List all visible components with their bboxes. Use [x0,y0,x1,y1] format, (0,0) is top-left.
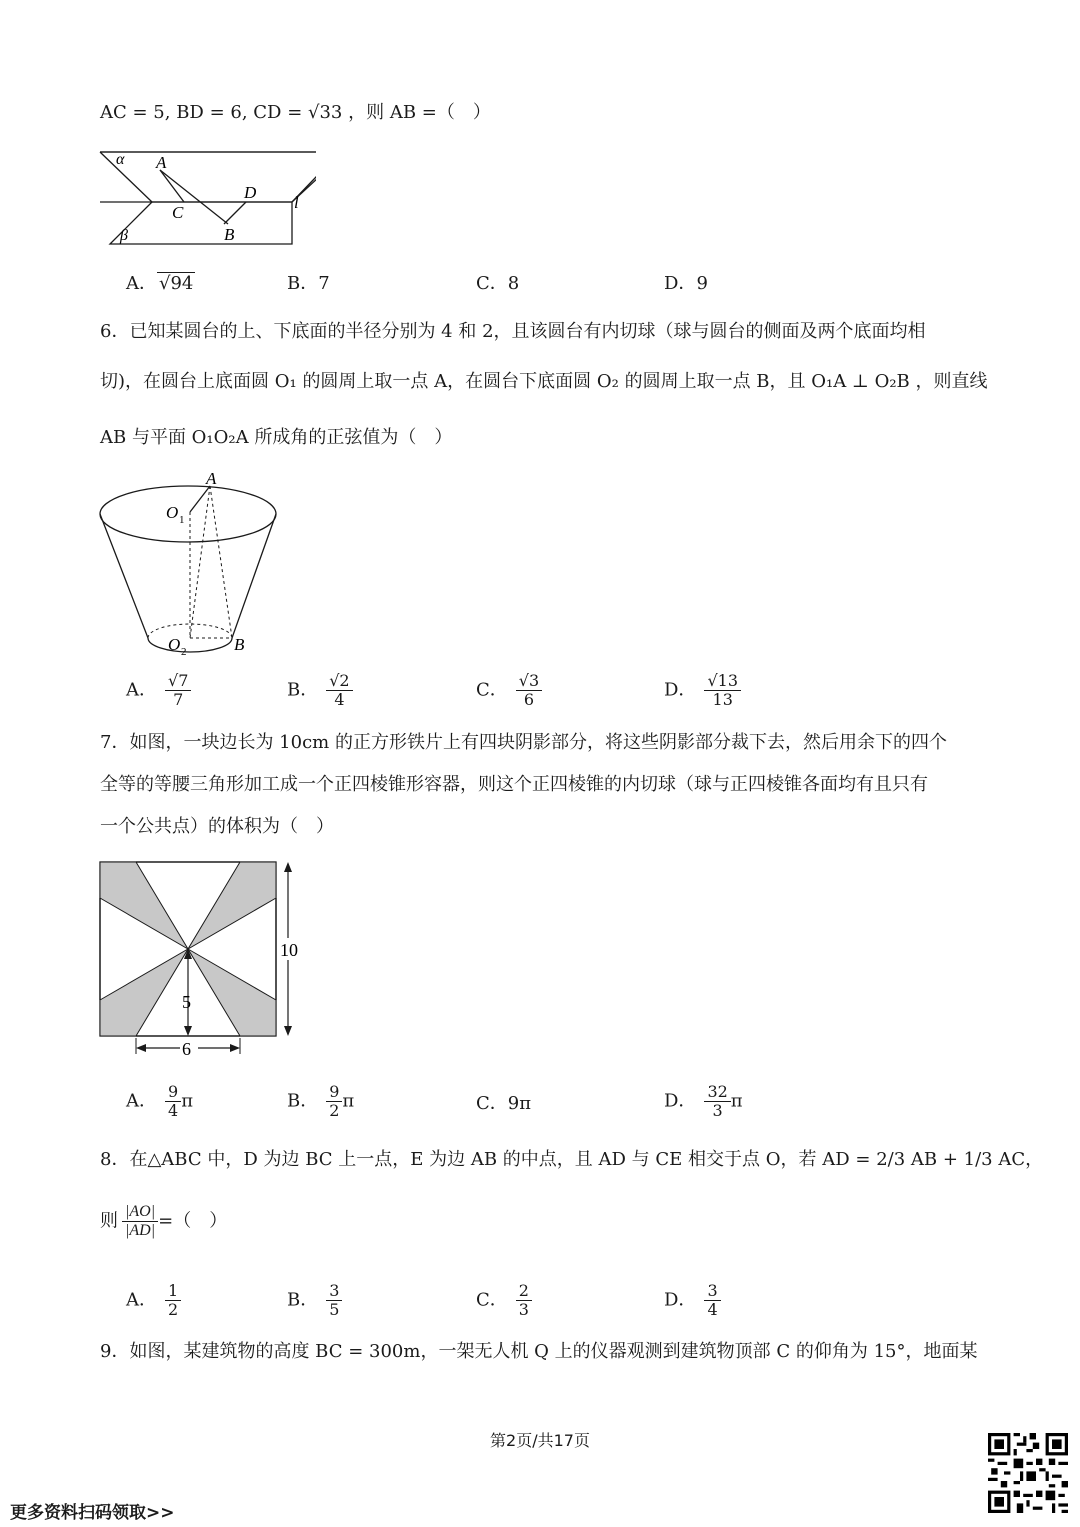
label-l: l [294,193,299,212]
label-o1-sub: 1 [179,514,185,526]
q9-line1: 9．如图，某建筑物的高度 BC = 300m，一架无人机 Q 上的仪器观测到建筑物顶部 C 的仰角为 15°，地面某 [100,1341,978,1362]
more-resources-link[interactable]: 更多资料扫码领取>> [10,1503,175,1523]
q7-option-d: D． $\frac{32}{3}$ π [664,1082,743,1120]
q6-option-c: C． $\frac{√3}{6}$ [476,672,542,709]
label-o2-sub: 2 [181,646,187,658]
label-d: D [244,183,257,202]
label-c: C [172,203,184,222]
q8-option-c: C． $\frac{2}{3}$ [476,1282,532,1319]
label-alpha: α [116,151,125,168]
q6-line3: AB 与平面 O₁O₂A 所成角的正弦值为（ ） [100,427,453,448]
q7-option-a: A． $\frac{9}{4}$ π [126,1082,194,1120]
q8-line1: 8．在△ABC 中，D 为边 BC 上一点，E 为边 AB 的中点，且 AD 与 CE 相交于点 O，若 AD = 2/3 AB + 1/3 AC， [100,1149,1044,1170]
label-o1: O [166,503,179,522]
q7-line3: 一个公共点）的体积为（ ） [100,816,334,837]
q5-line1: AC = 5, BD = 6, CD = √33 ，则 AB =（ ） [100,102,491,123]
q8-line2: 则 $\frac{|AO|}{|AD|}$ =（ ） [100,1203,228,1239]
label-side: 10 [280,940,298,960]
label-o2: O [168,635,181,654]
q7-line1: 7．如图，一块边长为 10cm 的正方形铁片上有四块阴影部分，将这些阴影部分裁下去，然后用余下的四个 [100,732,947,753]
label-b: B [224,225,235,244]
q7-option-c: C．9π [476,1093,532,1114]
q6-option-a: A． $\frac{√7}{7}$ [126,672,191,709]
label-a: A [206,469,217,488]
q6-line1: 6．已知某圆台的上、下底面的半径分别为 4 和 2，且该圆台有内切球（球与圆台的侧面及两个底面均相 [100,321,926,342]
label-beta: β [120,227,128,244]
q8-option-a: A． $\frac{1}{2}$ [126,1282,181,1319]
q8-option-d: D． $\frac{3}{4}$ [664,1282,721,1319]
label-height: 5 [182,992,191,1012]
q8-option-b: B． $\frac{3}{5}$ [287,1282,342,1319]
dihedral-figure [96,146,316,250]
label-base: 6 [182,1039,191,1059]
q6-option-b: B． $\frac{√2}{4}$ [287,672,353,709]
q5-option-c: C．8 [476,273,520,294]
q6-line2: 切)，在圆台上底面圆 O₁ 的圆周上取一点 A，在圆台下底面圆 O₂ 的圆周上取一点 B，且 O₁A ⊥ O₂B ，则直线 [100,371,988,392]
q5-option-b: B．7 [287,273,330,294]
label-b: B [234,635,245,654]
page-number: 第2页/共17页 [490,1431,590,1450]
label-a: A [156,153,167,172]
q6-option-d: D． $\frac{√13}{13}$ [664,672,741,709]
q5-option-a: A． √94 [126,273,194,294]
qr-code-icon[interactable] [988,1433,1068,1513]
square-sheet-figure [96,858,310,1062]
q7-option-b: B． $\frac{9}{2}$ π [287,1082,355,1120]
q5-option-d: D．9 [664,273,708,294]
q7-line2: 全等的等腰三角形加工成一个正四棱锥形容器，则这个正四棱锥的内切球（球与正四棱锥各面均有且只有 [100,774,928,795]
frustum-figure [96,468,292,664]
